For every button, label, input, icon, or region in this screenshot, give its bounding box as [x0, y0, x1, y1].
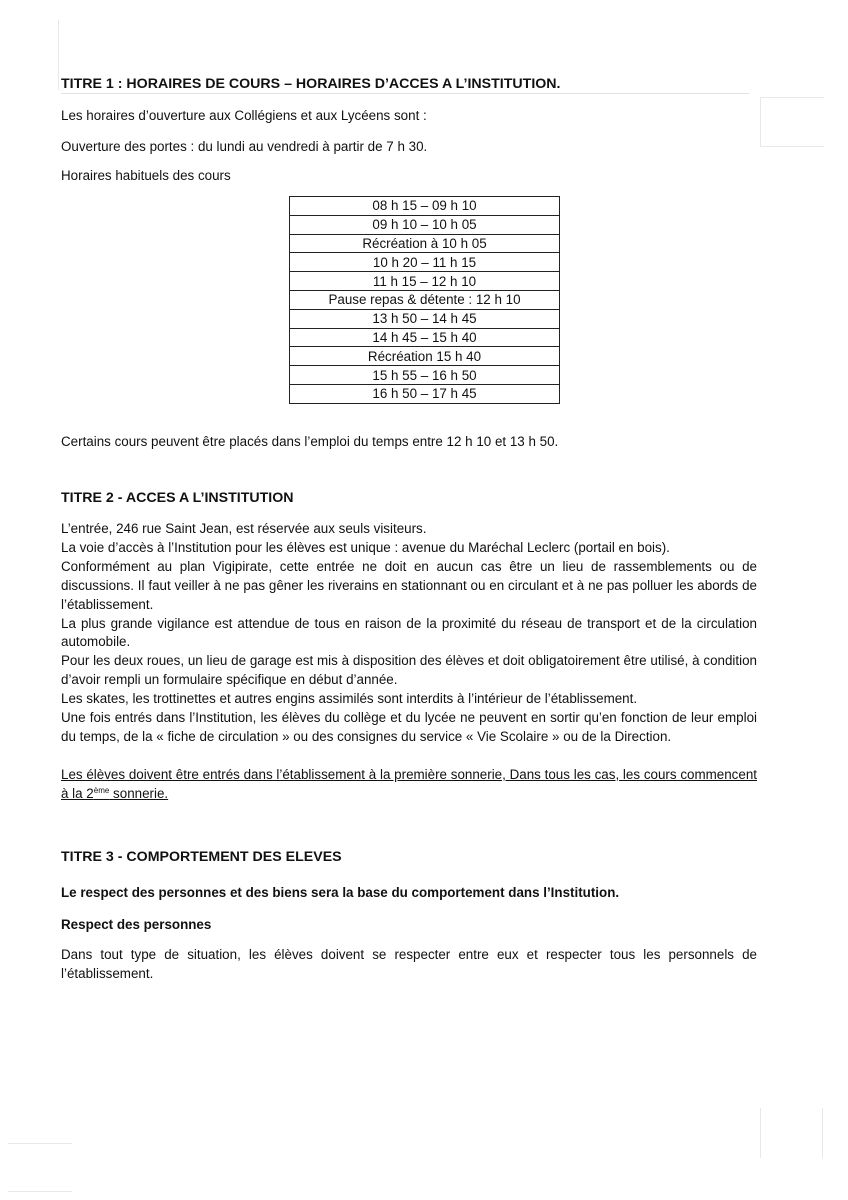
schedule-cell: 15 h 55 – 16 h 50: [290, 366, 560, 385]
crop-mark-bottom-right-2: [822, 1108, 823, 1158]
titre1-line3: Horaires habituels des cours: [61, 168, 231, 183]
table-row: [290, 234, 560, 253]
titre1-heading: TITRE 1 : HORAIRES DE COURS – HORAIRES D’ACCES A L’INSTITUTION.: [61, 76, 561, 92]
titre2-heading: TITRE 2 - ACCES A L’INSTITUTION: [61, 490, 294, 506]
titre3-subheading: Respect des personnes: [61, 917, 212, 932]
titre2-p5: Pour les deux roues, un lieu de garage est mis à disposition des élèves et doit obligatoirement être utilisé, à condition d’avoir rempli un formulaire spécifique en début d’année.: [61, 653, 757, 688]
schedule-cell: 11 h 15 – 12 h 10: [290, 272, 560, 291]
titre3-lead: Le respect des personnes et des biens sera la base du comportement dans l’Institution.: [61, 885, 620, 900]
crop-mark-top-right-h: [760, 97, 824, 98]
titre2-p2: La voie d’accès à l’Institution pour les élèves est unique : avenue du Maréchal Leclerc (portail en bois).: [61, 539, 670, 555]
table-row: [290, 347, 560, 366]
table-row: [290, 366, 560, 385]
schedule-table: [289, 196, 560, 404]
titre2-underlined-notice: [61, 766, 757, 804]
table-row: [290, 290, 560, 309]
notice-text-end: sonnerie.: [109, 785, 169, 801]
schedule-cell: Pause repas & détente : 12 h 10: [290, 290, 560, 309]
schedule-cell: 10 h 20 – 11 h 15: [290, 253, 560, 272]
schedule-cell: Récréation à 10 h 05: [290, 234, 560, 253]
crop-mark-bottom-right: [760, 1108, 761, 1158]
titre2-p6: Les skates, les trottinettes et autres engins assimilés sont interdits à l’intérieur de l’établissement.: [61, 691, 638, 707]
table-row: [290, 272, 560, 291]
heading-rule: [61, 93, 749, 94]
titre3-heading: TITRE 3 - COMPORTEMENT DES ELEVES: [61, 849, 342, 865]
table-row: [290, 197, 560, 216]
schedule-cell: 09 h 10 – 10 h 05: [290, 215, 560, 234]
notice-superscript: ème: [93, 785, 110, 795]
schedule-cell: 14 h 45 – 15 h 40: [290, 328, 560, 347]
table-row: [290, 309, 560, 328]
crop-mark-top-right: [760, 97, 761, 147]
titre2-p7: Une fois entrés dans l’Institution, les élèves du collège et du lycée ne peuvent en sortir qu’en fonction de leur emploi du temps, de la « fiche de circulation » ou des consignes du service « Vie Scolaire » ou de la Direction.: [61, 710, 757, 744]
titre1-line1: Les horaires d’ouverture aux Collégiens et aux Lycéens sont :: [61, 108, 427, 123]
schedule-cell: Récréation 15 h 40: [290, 347, 560, 366]
table-row: [290, 328, 560, 347]
titre2-p1: L’entrée, 246 rue Saint Jean, est réservée aux seuls visiteurs.: [61, 521, 427, 536]
table-row: [290, 253, 560, 272]
titre1-line2: Ouverture des portes : du lundi au vendredi à partir de 7 h 30.: [61, 139, 428, 154]
schedule-cell: 08 h 15 – 09 h 10: [290, 197, 560, 216]
schedule-cell: 13 h 50 – 14 h 45: [290, 309, 560, 328]
titre2-body: [61, 520, 757, 747]
titre1-note: Certains cours peuvent être placés dans l’emploi du temps entre 12 h 10 et 13 h 50.: [61, 434, 559, 449]
schedule-cell: 16 h 50 – 17 h 45: [290, 384, 560, 403]
table-row: [290, 384, 560, 403]
titre2-p4: La plus grande vigilance est attendue de tous en raison de la proximité du réseau de transport et de la circulation automobile.: [61, 615, 757, 650]
crop-mark-bottom-left-2: [8, 1191, 72, 1192]
crop-mark-top-left: [58, 20, 59, 90]
crop-mark-bottom-left: [8, 1143, 72, 1144]
titre2-p3: Conformément au plan Vigipirate, cette entrée ne doit en aucun cas être un lieu de rassemblements ou de discussions. Il faut veiller à ne pas gêner les riverains en stationnant ou en circulant et à ne pas polluer les abords de l’établissement.: [61, 558, 757, 612]
table-row: [290, 215, 560, 234]
titre3-p1: Dans tout type de situation, les élèves doivent se respecter entre eux et respecter tous les personnels de l’établissement.: [61, 947, 757, 981]
crop-mark-top-right-h2: [760, 146, 824, 147]
notice-text: Les élèves doivent être entrés dans l’établissement à la première sonnerie, Dans tous les cas, les cours commencent à la 2: [61, 767, 757, 801]
